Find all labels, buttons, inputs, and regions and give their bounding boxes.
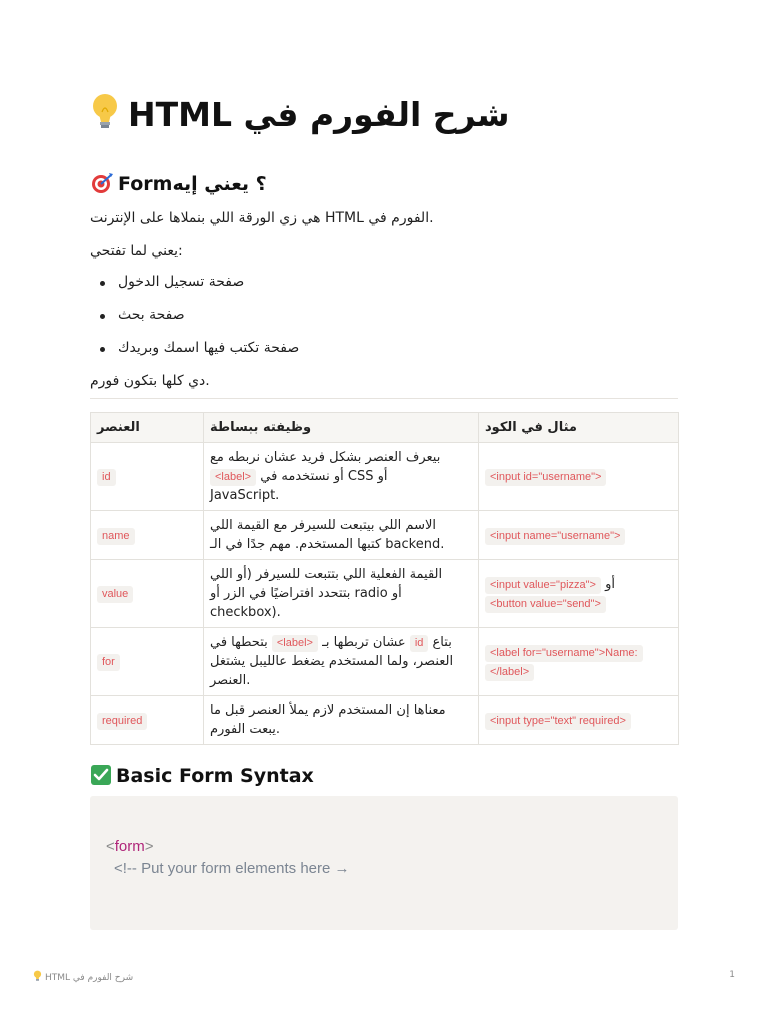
attributes-table	[90, 412, 679, 745]
inline-code: <label>	[272, 635, 318, 652]
description-cell	[204, 560, 479, 628]
inline-code: id	[410, 635, 429, 652]
bullet-item: صفحة بحث	[118, 307, 185, 323]
page-number: 1	[729, 970, 735, 980]
example-code: <label for="username">Name:	[485, 645, 643, 662]
bullet-dot	[100, 281, 105, 286]
description-line: العنصر.	[210, 673, 251, 688]
attribute-code: id	[97, 469, 116, 486]
description-cell	[204, 628, 479, 696]
footer-title-text: HTML شرح الفورم في	[45, 973, 134, 983]
what-is-form-heading	[90, 170, 267, 198]
basic-syntax-heading	[90, 762, 314, 790]
attribute-code: value	[97, 586, 133, 603]
example-code: </label>	[485, 664, 534, 681]
closing-paragraph: دي كلها بتكون فورم.	[90, 373, 210, 389]
header-element: العنصر	[91, 413, 204, 443]
intro-paragraph: هي زي الورقة اللي بنملاها على الإنترنت HTML الفورم في.	[90, 210, 434, 226]
description-cell	[204, 696, 479, 745]
check-mark-icon	[90, 764, 112, 786]
description-line: العنصر، ولما المستخدم يضغط عالليبل يشتغل	[210, 654, 454, 669]
table-row	[91, 511, 679, 560]
bullet-item: صفحة تسجيل الدخول	[118, 274, 245, 290]
header-example: مثال في الكود	[479, 413, 679, 443]
attribute-code: required	[97, 713, 147, 730]
page-title	[90, 92, 678, 138]
what-is-form-heading-text: Form؟ يعني إيه	[118, 173, 267, 195]
footer-title	[33, 970, 133, 983]
description-text: بتاع	[432, 635, 452, 650]
bullet-item: صفحة تكتب فيها اسمك وبريدك	[118, 340, 300, 356]
table-row	[91, 696, 679, 745]
description-line: بتتحدد افتراضيًا في الزر أو radio أو	[210, 586, 402, 601]
lead-paragraph: يعني لما تفتحي:	[90, 243, 183, 259]
light-bulb-icon	[33, 970, 42, 982]
description-line: القيمة الفعلية اللي بتتبعت للسيرفر (أو اللي	[210, 567, 443, 582]
divider	[90, 398, 678, 399]
example-code: <input id="username">	[485, 469, 606, 486]
light-bulb-icon	[90, 92, 120, 132]
target-icon	[90, 172, 114, 194]
table-row	[91, 560, 679, 628]
description-line: الاسم اللي بيتبعت للسيرفر مع القيمة اللي	[210, 518, 436, 533]
attribute-code: for	[97, 654, 120, 671]
description-line: كتبها المستخدم. مهم جدًا في الـ backend.	[210, 537, 445, 552]
description-text: عشان تربطها بـ	[322, 635, 406, 650]
table-row	[91, 443, 679, 511]
description-cell	[204, 443, 479, 511]
description-line: يبعت الفورم.	[210, 722, 281, 737]
example-code: <button value="send">	[485, 596, 606, 613]
table-row	[91, 628, 679, 696]
header-description: وظيفته ببساطة	[204, 413, 479, 443]
description-line: checkbox).	[210, 605, 281, 620]
code-comment: <!-- Put your form elements here →	[114, 860, 350, 877]
bullet-dot	[100, 314, 105, 319]
description-line: JavaScript.	[210, 488, 280, 503]
inline-code: <label>	[210, 469, 256, 486]
attribute-code: name	[97, 528, 135, 545]
basic-syntax-heading-text: Basic Form Syntax	[116, 765, 314, 787]
description-line: معناها إن المستخدم لازم يملأ العنصر قبل ما	[210, 703, 446, 718]
description-text: بتحطها في	[210, 635, 268, 650]
page-title-text: HTML شرح الفورم في	[128, 95, 510, 134]
bullet-dot	[100, 347, 105, 352]
description-cell	[204, 511, 479, 560]
description-line: بيعرف العنصر بشكل فريد عشان نربطه مع	[210, 450, 441, 465]
table-header-row	[91, 413, 679, 443]
description-text: أو نستخدمه في CSS أو	[260, 469, 388, 484]
example-code: <input type="text" required>	[485, 713, 631, 730]
example-code: <input value="pizza">	[485, 577, 601, 594]
example-code: <input name="username">	[485, 528, 625, 545]
or-word: أو	[605, 576, 615, 592]
code-line: <form>	[106, 838, 154, 855]
code-block	[90, 796, 678, 930]
